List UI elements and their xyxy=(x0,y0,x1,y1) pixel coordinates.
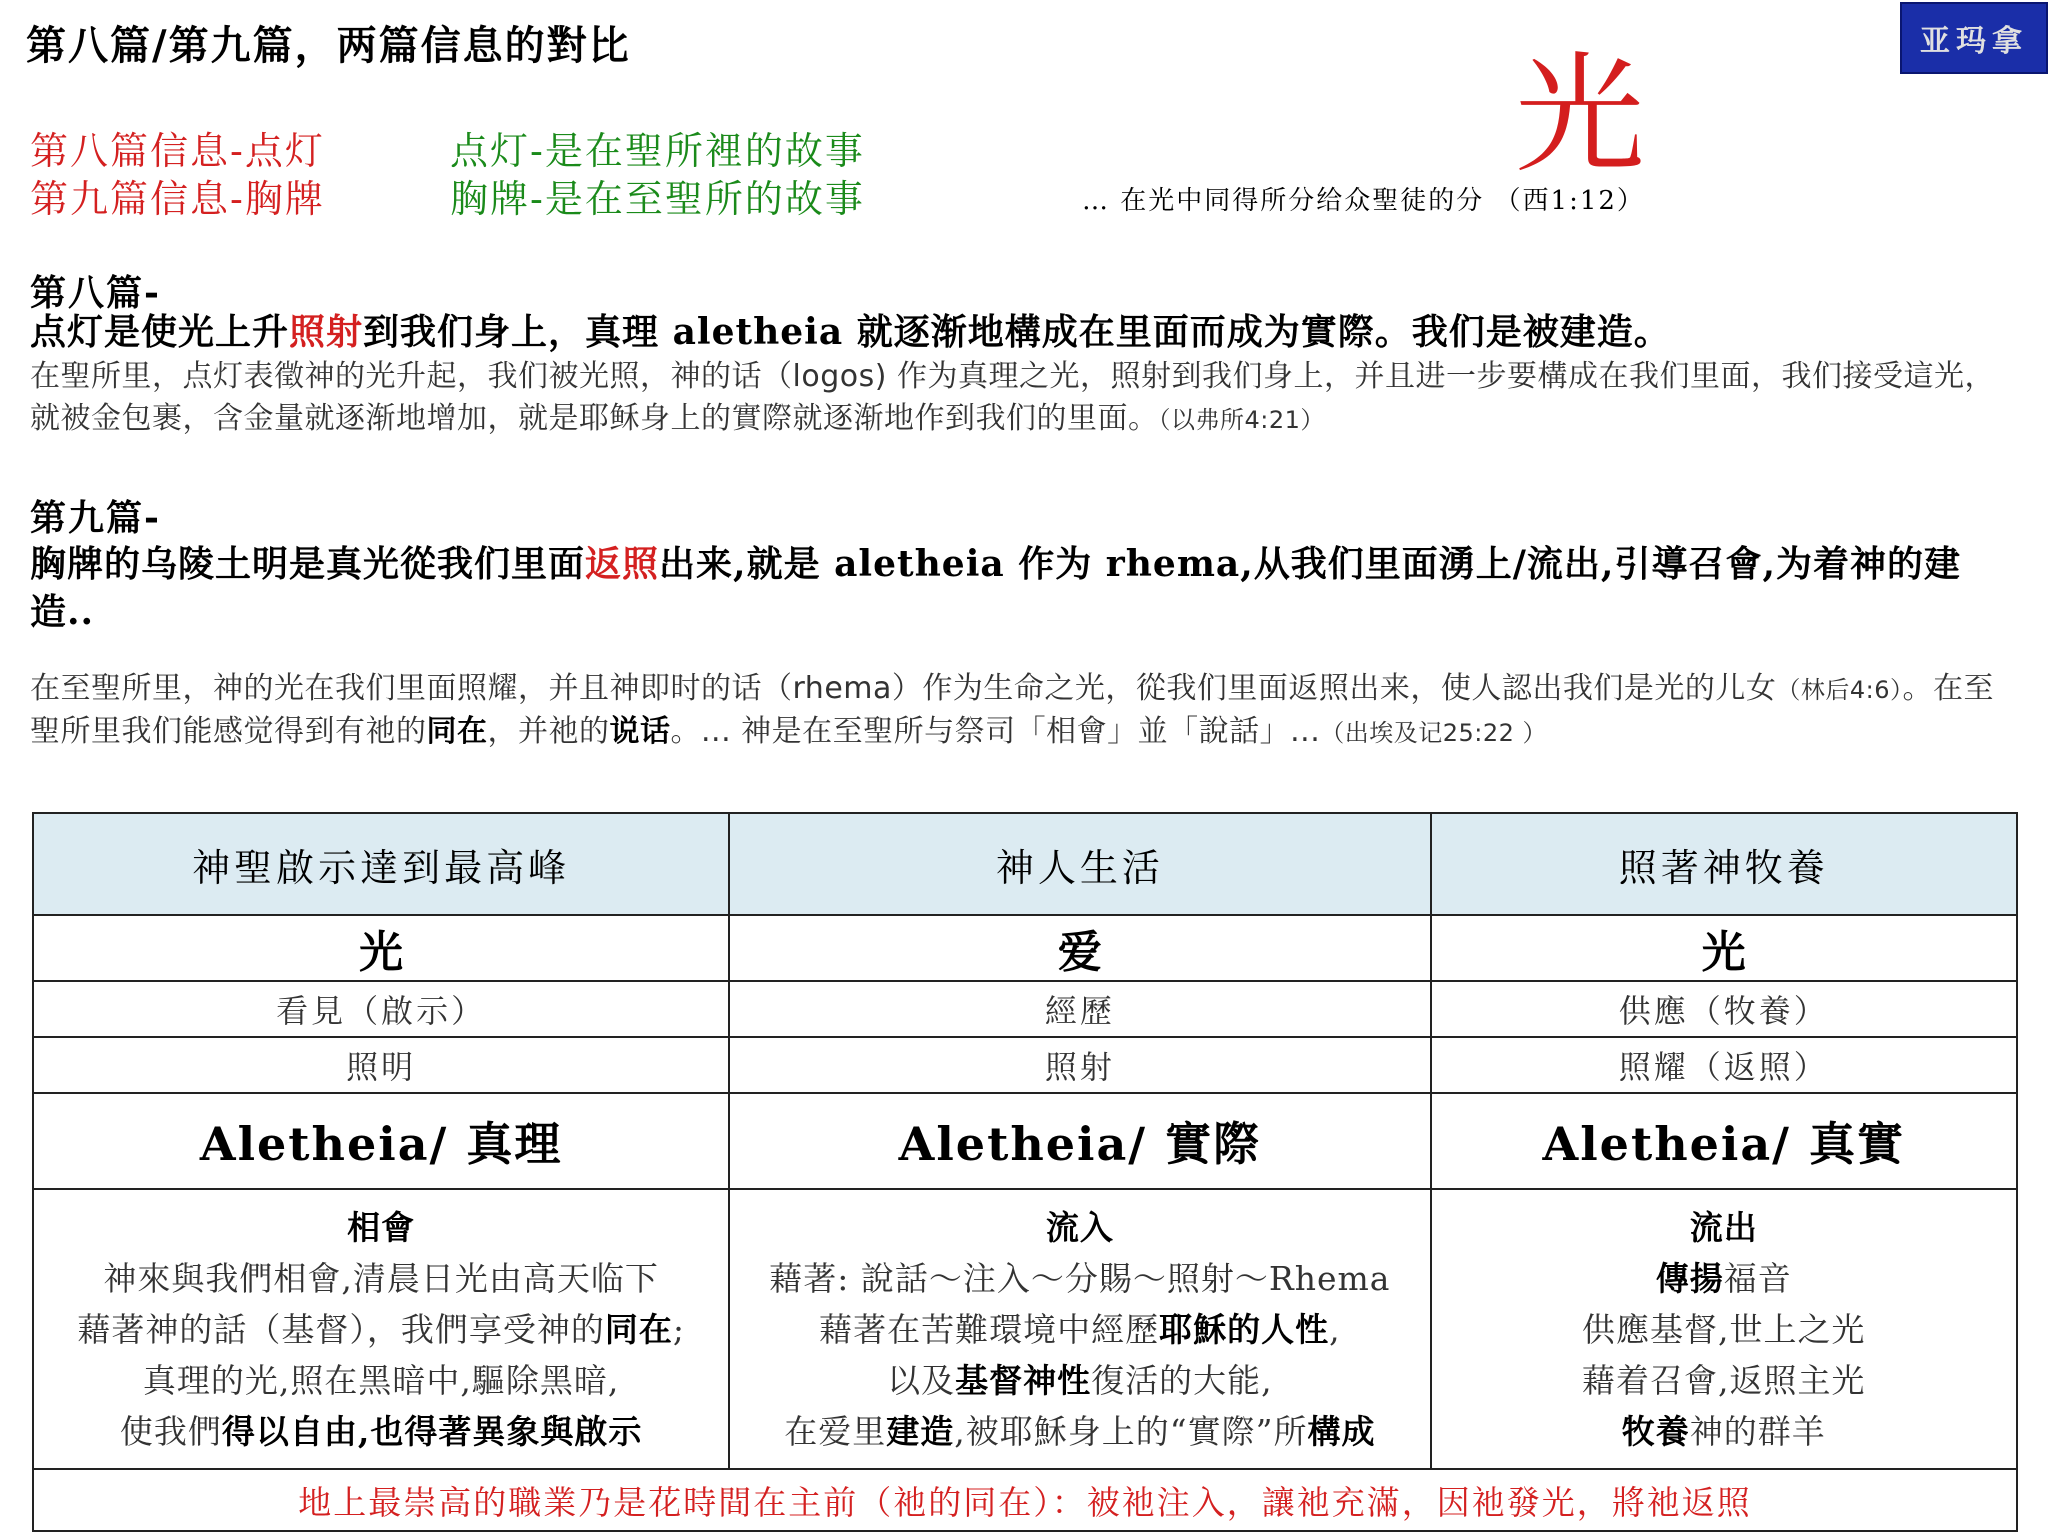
desc-text: 藉著神的話（基督），我們享受神的 xyxy=(77,1309,605,1349)
section-9-body-3: ，并祂的 xyxy=(487,714,610,749)
desc-bold: 耶穌的人性 xyxy=(1159,1309,1330,1349)
table-cell: 照射 xyxy=(729,1037,1430,1093)
section-9-body-1: 在至聖所里，神的光在我们里面照耀，并且神即时的话（rhema）作为生命之光，從我们里面返照出来，使人認出我们是光的儿女 xyxy=(30,671,1777,706)
section-9-ref-2: （出埃及记25:22 ） xyxy=(1320,719,1548,747)
table-cell: 光 xyxy=(33,915,729,981)
section-9-ref-1: （林后4:6） xyxy=(1776,676,1903,704)
footer-cell: 地上最崇高的職業乃是花時間在主前（祂的同在）：被祂注入，讓祂充滿，因祂發光，將祂返照 xyxy=(33,1469,2017,1531)
page-title: 第八篇/第九篇，两篇信息的對比 xyxy=(26,22,631,69)
headline-right-2: 胸牌-是在至聖所的故事 xyxy=(450,177,865,221)
headline-left-2: 第九篇信息-胸牌 xyxy=(30,177,325,221)
desc-bold: 建造 xyxy=(886,1411,955,1451)
table-cell: 照明 xyxy=(33,1037,729,1093)
table-cell: 光 xyxy=(1431,915,2017,981)
table-cell: 經歷 xyxy=(729,981,1430,1037)
section-8-statement xyxy=(30,308,2020,356)
table-cell: 供應（牧養） xyxy=(1431,981,2017,1037)
desc-line: 藉著: 說話～注入～分賜～照射～Rhema xyxy=(769,1258,1391,1298)
table-row xyxy=(33,1093,2017,1189)
table-cell xyxy=(729,1189,1430,1469)
section-9-body xyxy=(30,668,2020,754)
desc-text: 神的群羊 xyxy=(1689,1411,1826,1451)
section-9-body-2: 。在至聖所里我们能感觉得到有祂的 xyxy=(30,671,1995,749)
table-cell: Aletheia/ 真理 xyxy=(33,1093,729,1189)
desc-line xyxy=(730,1406,1429,1457)
table-row xyxy=(33,981,2017,1037)
section-9-heading: 第九篇- xyxy=(30,497,161,539)
table-cell: 爱 xyxy=(729,915,1430,981)
desc-line xyxy=(730,1355,1429,1406)
desc-text: 在爱里 xyxy=(784,1411,887,1451)
section-8-heading: 第八篇- xyxy=(30,272,161,314)
table-cell: Aletheia/ 真實 xyxy=(1431,1093,2017,1189)
header-cell: 照著神牧養 xyxy=(1431,813,2017,915)
desc-text: ,被耶穌身上的“實際”所 xyxy=(954,1411,1308,1451)
section-8-body-text: 在聖所里，点灯表徵神的光升起，我们被光照，神的话（logos) 作为真理之光，照射到我们身上，并且进一步要構成在我们里面，我们接受這光，就被金包裹，含金量就逐渐地增加，就是耶稣身上的實際就逐渐地作到我们的里面。 xyxy=(30,359,1995,436)
section-9-statement-start: 胸牌的乌陵土明是真光從我们里面 xyxy=(30,543,586,585)
desc-line xyxy=(730,1304,1429,1355)
desc-text: 藉著在苦難環境中經歷 xyxy=(819,1309,1160,1349)
section-9-body-4: 。... 神是在至聖所与祭司「相會」並「說話」... xyxy=(670,714,1321,749)
header-cell: 神聖啟示達到最高峰 xyxy=(33,813,729,915)
desc-line: 神來與我們相會,清晨日光由高天临下 xyxy=(103,1258,659,1298)
desc-text: 使我們 xyxy=(119,1411,222,1451)
headline-right-1: 点灯-是在聖所裡的故事 xyxy=(450,129,865,173)
desc-bold: 構成 xyxy=(1307,1411,1376,1451)
section-8-highlight: 照射 xyxy=(289,311,364,353)
desc-title: 流出 xyxy=(1689,1207,1758,1247)
table-row xyxy=(33,1037,2017,1093)
section-8-statement-end: 到我们身上，真理 aletheia 就逐渐地構成在里面而成为實際。我们是被建造。 xyxy=(363,311,1671,353)
desc-bold: 基督神性 xyxy=(955,1360,1092,1400)
desc-title: 流入 xyxy=(1045,1207,1114,1247)
section-9-bold-1: 同在 xyxy=(426,714,488,749)
desc-text: ; xyxy=(672,1309,685,1349)
table-header-row xyxy=(33,813,2017,915)
section-9-highlight: 返照 xyxy=(585,543,660,585)
headline-left-1: 第八篇信息-点灯 xyxy=(30,129,325,173)
desc-line: 供應基督,世上之光 xyxy=(1582,1309,1866,1349)
section-9-statement xyxy=(30,540,2020,636)
desc-bold: 牧養 xyxy=(1621,1411,1690,1451)
desc-line xyxy=(1432,1253,2016,1304)
comparison-table xyxy=(32,812,2018,1532)
section-9-bold-2: 说话 xyxy=(609,714,671,749)
table-cell: 照耀（返照） xyxy=(1431,1037,2017,1093)
desc-line xyxy=(34,1304,728,1355)
table-row xyxy=(33,915,2017,981)
table-cell: Aletheia/ 實際 xyxy=(729,1093,1430,1189)
table-footer-row xyxy=(33,1469,2017,1531)
section-8-body xyxy=(30,356,2020,441)
section-8-reference: （以弗所4:21） xyxy=(1158,406,1325,434)
desc-text: 以及 xyxy=(887,1360,956,1400)
table-row xyxy=(33,1189,2017,1469)
desc-line xyxy=(34,1406,728,1457)
desc-title: 相會 xyxy=(347,1207,416,1247)
table-cell xyxy=(33,1189,729,1469)
table-cell: 看見（啟示） xyxy=(33,981,729,1037)
desc-text: , xyxy=(1329,1309,1341,1349)
desc-text: 福音 xyxy=(1723,1258,1792,1298)
verse-reference: … 在光中同得所分给众聖徒的分 （西1:12） xyxy=(1082,186,1645,216)
desc-bold: 得以自由,也得著異象與啟示 xyxy=(221,1411,643,1451)
desc-text: 復活的大能, xyxy=(1091,1360,1273,1400)
desc-line xyxy=(1432,1406,2016,1457)
desc-bold: 傳揚 xyxy=(1655,1258,1724,1298)
table-cell xyxy=(1431,1189,2017,1469)
section-9-statement-end: 出来,就是 aletheia 作为 rhema,从我们里面湧上/流出,引導召會,为着神的建造.. xyxy=(30,543,1961,633)
guang-character: 光 xyxy=(1515,39,1646,191)
logo: 亚玛拿 xyxy=(1900,2,2048,74)
desc-bold: 同在 xyxy=(604,1309,673,1349)
desc-line: 真理的光,照在黑暗中,驅除黑暗, xyxy=(142,1360,620,1400)
desc-line: 藉着召會,返照主光 xyxy=(1582,1360,1866,1400)
section-8-statement-start: 点灯是使光上升 xyxy=(30,311,290,353)
header-cell: 神人生活 xyxy=(729,813,1430,915)
